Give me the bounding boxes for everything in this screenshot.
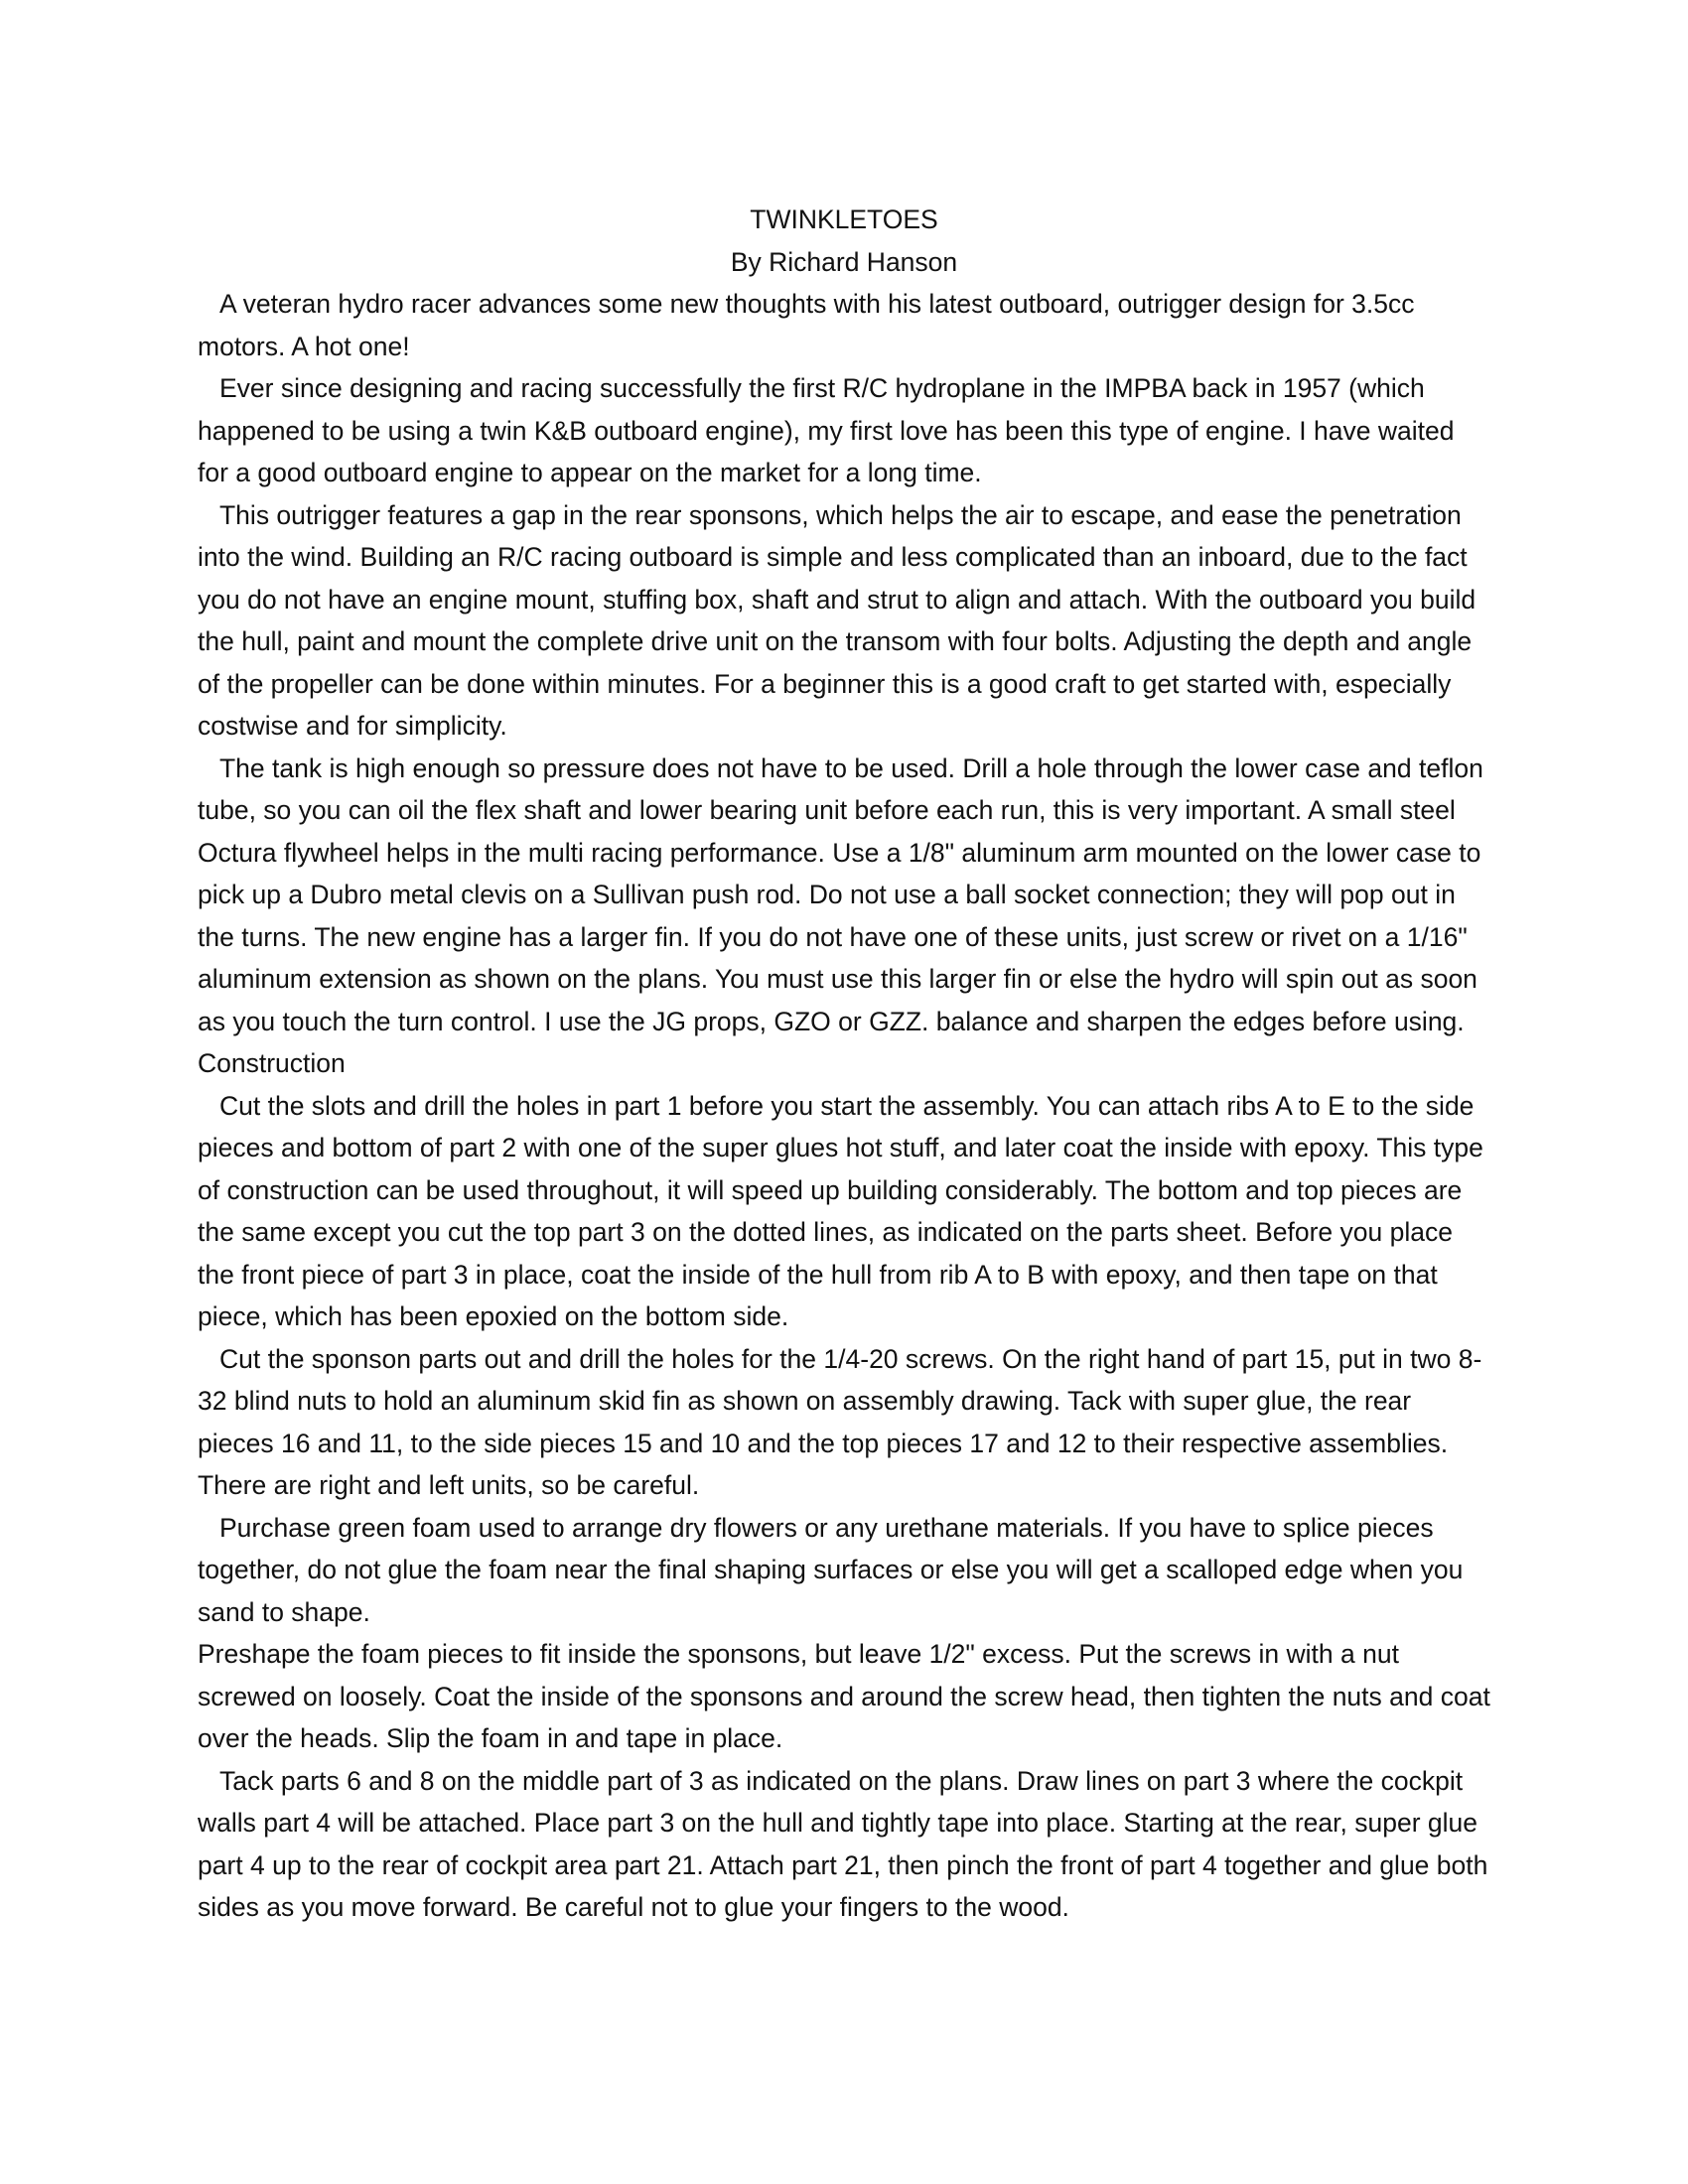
construction-paragraph: Purchase green foam used to arrange dry flowers or any urethane materials. If you have to splice pieces together, do not glue the foam near the final shaping surfaces or else you will get a scalloped edge when you sand to shape.	[198, 1512, 1464, 1627]
document-title: TWINKLETOES	[750, 205, 938, 234]
document-byline: By Richard Hanson	[730, 246, 958, 277]
intro-paragraph: A veteran hydro racer advances some new thoughts with his latest outboard, outrigger design for 3.5cc motors. A hot one!	[198, 289, 1415, 361]
construction-paragraph: Cut the slots and drill the holes in part 1 before you start the assembly. You can attach ribs A to E to the side pieces and bottom of part 2 with one of the super glues hot stuff, and later coat the inside with epoxy. This type of construction can be used throughout, it will speed up building considerably. The bottom and top pieces are the same except you cut the top part 3 on the dotted lines, as indicated on the parts sheet. Before you place the front piece of part 3 in place, coat the inside of the hull from rib A to B with epoxy, and then tape on that piece, which has been epoxied on the bottom side.	[198, 1090, 1483, 1331]
body-paragraph: The tank is high enough so pressure does not have to be used. Drill a hole through the lower case and teflon tube, so you can oil the flex shaft and lower bearing unit before each run, this is very important. A small steel Octura flywheel helps in the multi racing performance. Use a 1/8" aluminum arm mounted on the lower case to pick up a Dubro metal clevis on a Sullivan push rod. Do not use a ball socket connection; they will pop out in the turns. The new engine has a larger fin. If you do not have one of these units, just screw or rivet on a 1/16" aluminum extension as shown on the plans. You must use this larger fin or else the hydro will spin out as soon as you touch the turn control. I use the JG props, GZO or GZZ. balance and sharpen the edges before using.	[198, 752, 1483, 1036]
construction-paragraph: Cut the sponson parts out and drill the holes for the 1/4-20 screws. On the right hand of part 15, put in two 8-32 blind nuts to hold an aluminum skid fin as shown on assembly drawing. Tack with super glue, the rear pieces 16 and 11, to the side pieces 15 and 10 and the top pieces 17 and 12 to their respective assemblies. There are right and left units, so be careful.	[198, 1343, 1482, 1500]
body-paragraph: This outrigger features a gap in the rear sponsons, which helps the air to escape, and ease the penetration into the wind. Building an R/C racing outboard is simple and less complicated than an inboard, due to the fact you do not have an engine mount, stuffing box, shaft and strut to align and attach. With the outboard you build the hull, paint and mount the complete drive unit on the transom with four bolts. Adjusting the depth and angle of the propeller can be done within minutes. For a beginner this is a good craft to get started with, especially costwise and for simplicity.	[198, 499, 1477, 741]
document-page	[198, 199, 1490, 1929]
construction-paragraph: Tack parts 6 and 8 on the middle part of 3 as indicated on the plans. Draw lines on part 3 where the cockpit walls part 4 will be attached. Place part 3 on the hull and tightly tape into place. Starting at the rear, super glue part 4 up to the rear of cockpit area part 21. Attach part 21, then pinch the front of part 4 together and glue both sides as you move forward. Be careful not to glue your fingers to the wood.	[198, 1765, 1488, 1922]
body-paragraph: Ever since designing and racing successfully the first R/C hydroplane in the IMPBA back in 1957 (which happened to be using a twin K&B outboard engine), my first love has been this type of engine. I have waited for a good outboard engine to appear on the market for a long time.	[198, 373, 1455, 487]
section-heading-construction: Construction	[198, 1048, 346, 1078]
construction-paragraph: Preshape the foam pieces to fit inside the sponsons, but leave 1/2" excess. Put the screws in with a nut screwed on loosely. Coat the inside of the sponsons and around the screw head, then tighten the nuts and coat over the heads. Slip the foam in and tape in place.	[198, 1639, 1490, 1753]
